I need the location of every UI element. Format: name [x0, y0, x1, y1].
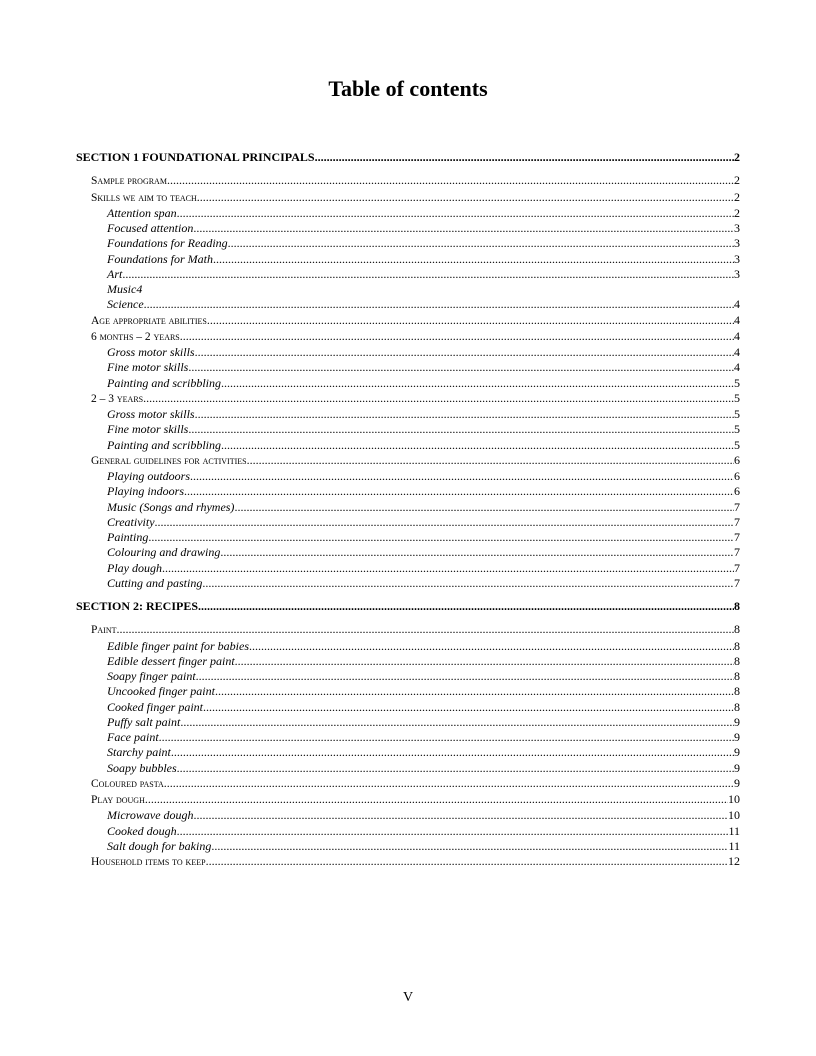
toc-subsection-entry[interactable]	[76, 173, 740, 189]
toc-entry-page: 5	[734, 375, 740, 390]
toc-entry-label: Attention span	[107, 205, 177, 220]
toc-topic-entry[interactable]	[76, 745, 740, 760]
toc-entry-label: Foundations for Math	[107, 251, 214, 266]
toc-dot-leader	[167, 173, 734, 188]
toc-entry-page: 5	[734, 422, 740, 437]
toc-dot-leader	[193, 221, 734, 236]
toc-entry-label: Uncooked finger paint	[107, 684, 215, 699]
toc-dot-leader	[197, 190, 734, 205]
toc-entry-page: 8	[734, 599, 740, 613]
toc-dot-leader	[188, 360, 734, 375]
toc-topic-entry[interactable]	[76, 221, 740, 236]
toc-topic-entry[interactable]	[76, 236, 740, 251]
toc-dot-leader	[190, 469, 734, 484]
toc-topic-entry[interactable]	[76, 515, 740, 530]
toc-dot-leader	[195, 345, 734, 360]
toc-dot-leader	[221, 438, 734, 453]
toc-entry-page: 4	[734, 360, 740, 375]
toc-dot-leader	[117, 622, 734, 637]
table-of-contents	[76, 150, 740, 870]
toc-topic-entry[interactable]	[76, 407, 740, 422]
toc-entry-label: Soapy bubbles	[107, 760, 177, 775]
toc-dot-leader	[234, 500, 734, 515]
toc-subsection-entry[interactable]	[76, 391, 740, 407]
toc-entry-label: Focused attention	[107, 221, 194, 235]
toc-entry-label: SECTION 1 FOUNDATIONAL PRINCIPALS	[76, 150, 315, 164]
toc-topic-entry[interactable]	[76, 561, 740, 576]
toc-dot-leader	[171, 745, 734, 760]
toc-entry-label: Art	[107, 266, 123, 281]
toc-subsection-entry[interactable]	[76, 854, 740, 870]
toc-entry-page: 9	[734, 730, 740, 744]
toc-subsection-entry[interactable]	[76, 453, 740, 469]
toc-entry-page: 6	[734, 469, 740, 483]
toc-subsection-entry[interactable]	[76, 313, 740, 329]
toc-entry-page: 3	[734, 251, 740, 266]
toc-topic-entry[interactable]	[76, 438, 740, 453]
toc-entry-page: 9	[734, 714, 740, 729]
toc-entry-page: 4	[734, 328, 740, 343]
toc-entry-page: 6	[734, 452, 740, 467]
toc-entry-label: Face paint	[107, 730, 159, 744]
toc-topic-entry[interactable]	[76, 715, 740, 730]
toc-dot-leader	[211, 839, 728, 854]
toc-entry-page: 9	[734, 745, 740, 760]
toc-dot-leader	[180, 329, 734, 344]
toc-entry-label: Playing outdoors	[107, 469, 190, 483]
toc-dot-leader	[144, 297, 734, 312]
toc-topic-entry[interactable]	[76, 669, 740, 684]
toc-dot-leader	[213, 252, 734, 267]
toc-entry-label: 6 months – 2 years	[91, 330, 180, 343]
toc-entry-page: 11	[728, 823, 740, 838]
toc-topic-entry[interactable]	[76, 376, 740, 391]
toc-dot-leader	[215, 684, 734, 699]
toc-dot-leader	[159, 730, 734, 745]
toc-dot-leader	[162, 561, 734, 576]
toc-topic-entry[interactable]	[76, 730, 740, 745]
toc-dot-leader	[184, 484, 734, 499]
toc-entry-page: 3	[734, 221, 740, 235]
toc-entry-label: Painting	[107, 530, 149, 544]
toc-entry-label: Playing indoors	[107, 484, 184, 499]
toc-entry-page: 2	[734, 189, 740, 204]
toc-dot-leader	[164, 776, 734, 791]
toc-entry-label: Sample program	[91, 175, 167, 188]
toc-dot-leader	[194, 808, 728, 823]
toc-entry-page: 9	[734, 760, 740, 775]
toc-subsection-entry[interactable]	[76, 329, 740, 345]
toc-dot-leader	[155, 515, 734, 530]
toc-topic-entry[interactable]	[76, 545, 740, 560]
toc-entry-page: 3	[734, 236, 740, 251]
toc-dot-leader	[177, 206, 734, 221]
toc-dot-leader	[315, 150, 734, 165]
toc-entry-label: Household items to keep	[91, 856, 206, 868]
toc-section-entry[interactable]	[76, 599, 740, 614]
toc-entry-label: Foundations for Reading	[107, 236, 228, 251]
toc-dot-leader	[198, 599, 734, 614]
toc-dot-leader	[177, 761, 734, 776]
toc-subsection-entry[interactable]	[76, 190, 740, 206]
toc-entry-page: 4	[734, 297, 740, 312]
toc-entry-label: Paint	[91, 624, 117, 637]
toc-entry-label: Play dough	[91, 794, 145, 806]
toc-dot-leader	[220, 545, 734, 560]
toc-entry-page: 4	[734, 312, 740, 327]
toc-entry-label: Soapy finger paint	[107, 669, 196, 683]
toc-entry-page: 10	[728, 792, 740, 806]
toc-topic-entry[interactable]	[76, 469, 740, 484]
toc-entry-page: 5	[734, 390, 740, 405]
toc-entry-label: Cooked finger paint	[107, 699, 203, 714]
toc-entry-page: 8	[734, 684, 740, 699]
toc-topic-entry[interactable]	[76, 297, 740, 312]
toc-entry-page: 8	[734, 669, 740, 683]
toc-subsection-entry[interactable]	[76, 776, 740, 792]
toc-topic-entry[interactable]	[76, 530, 740, 545]
toc-entry-label: Cooked dough	[107, 823, 177, 838]
toc-dot-leader	[195, 407, 734, 422]
toc-topic-entry[interactable]	[76, 684, 740, 699]
toc-topic-entry[interactable]	[76, 808, 740, 823]
toc-entry-label: Play dough	[107, 560, 162, 575]
toc-topic-entry[interactable]	[76, 484, 740, 499]
toc-entry-page: 10	[728, 808, 740, 823]
toc-entry-label: Starchy paint	[107, 745, 171, 760]
toc-entry-label: Fine motor skills	[107, 422, 189, 437]
toc-dot-leader	[235, 654, 734, 669]
toc-topic-entry[interactable]	[76, 267, 740, 282]
toc-topic-entry[interactable]	[76, 576, 740, 591]
toc-entry-page: 6	[734, 484, 740, 499]
toc-dot-leader	[221, 376, 734, 391]
toc-entry-label: Painting and scribbling	[107, 375, 221, 390]
toc-entry-page: 8	[734, 653, 740, 668]
page-title: Table of contents	[328, 76, 488, 101]
toc-entry-label: Coloured pasta	[91, 777, 164, 790]
toc-topic-entry[interactable]	[76, 500, 740, 515]
toc-entry-page: 8	[734, 699, 740, 714]
toc-entry-page: 2	[734, 173, 740, 188]
toc-dot-leader	[228, 236, 734, 251]
toc-entry-label: Cutting and pasting	[107, 575, 203, 590]
toc-entry-page: 11	[728, 838, 740, 853]
toc-entry-page: 4	[734, 345, 740, 359]
toc-entry-label: Skills we aim to teach	[91, 191, 197, 204]
toc-dot-leader	[249, 639, 734, 654]
toc-topic-entry[interactable]	[76, 824, 740, 839]
toc-dot-leader	[188, 422, 734, 437]
toc-dot-leader	[180, 715, 734, 730]
toc-entry-page: 8	[734, 622, 740, 637]
toc-entry-label: Creativity	[107, 514, 155, 529]
toc-entry-label: Gross motor skills	[107, 345, 195, 359]
toc-entry-page: 12	[728, 854, 740, 868]
toc-entry-label: Fine motor skills	[107, 360, 189, 375]
toc-topic-entry[interactable]	[76, 639, 740, 654]
toc-dot-leader	[203, 700, 734, 715]
toc-topic-entry[interactable]	[76, 654, 740, 669]
toc-dot-leader	[177, 824, 729, 839]
toc-entry-page: 2	[734, 150, 740, 164]
toc-topic-entry[interactable]	[76, 422, 740, 437]
toc-entry-label: SECTION 2: RECIPES	[76, 599, 199, 613]
toc-entry-label: Edible dessert finger paint	[107, 653, 235, 668]
toc-subsection-entry[interactable]	[76, 622, 740, 638]
toc-topic-entry[interactable]	[76, 345, 740, 360]
toc-entry-label: Puffy salt paint	[107, 714, 181, 729]
toc-topic-entry[interactable]	[76, 206, 740, 221]
toc-dot-leader	[196, 669, 734, 684]
toc-entry-page: 3	[734, 266, 740, 281]
toc-entry-label: Age appropriate abilities	[91, 314, 207, 327]
toc-subsection-entry[interactable]	[76, 792, 740, 808]
toc-entry-label: Music4	[107, 282, 143, 296]
page-number: V	[402, 990, 414, 1005]
toc-entry-page: 7	[734, 545, 740, 560]
toc-entry-label: Microwave dough	[107, 808, 194, 823]
toc-topic-entry[interactable]	[76, 700, 740, 715]
toc-dot-leader	[207, 313, 734, 328]
toc-dot-leader	[145, 792, 728, 807]
toc-dot-leader	[206, 854, 728, 869]
toc-entry-page: 8	[734, 638, 740, 653]
toc-topic-entry[interactable]	[76, 360, 740, 375]
toc-entry-label: Painting and scribbling	[107, 437, 221, 452]
toc-dot-leader	[202, 576, 734, 591]
toc-topic-entry[interactable]	[76, 252, 740, 267]
toc-dot-leader	[247, 453, 734, 468]
toc-topic-entry[interactable]	[76, 282, 740, 297]
toc-entry-page: 7	[734, 575, 740, 590]
toc-entry-label: Gross motor skills	[107, 407, 195, 421]
toc-entry-page: 2	[734, 205, 740, 220]
toc-topic-entry[interactable]	[76, 839, 740, 854]
toc-entry-label: Science	[107, 297, 144, 312]
toc-entry-label: Edible finger paint for babies	[107, 638, 249, 653]
toc-entry-page: 7	[734, 560, 740, 575]
toc-entry-label: Colouring and drawing	[107, 545, 221, 560]
toc-dot-leader	[122, 267, 734, 282]
toc-entry-page: 7	[734, 499, 740, 514]
toc-entry-page: 5	[734, 437, 740, 452]
toc-entry-label: 2 – 3 years	[91, 392, 144, 405]
toc-section-entry[interactable]	[76, 150, 740, 165]
toc-topic-entry[interactable]	[76, 761, 740, 776]
toc-dot-leader	[148, 530, 734, 545]
toc-entry-page: 9	[734, 775, 740, 790]
toc-dot-leader	[143, 391, 734, 406]
toc-entry-page: 7	[734, 514, 740, 529]
toc-entry-page: 7	[734, 530, 740, 544]
toc-entry-page: 5	[734, 407, 740, 421]
toc-entry-label: Salt dough for baking	[107, 838, 212, 853]
toc-entry-label: Music (Songs and rhymes)	[107, 499, 235, 514]
toc-entry-label: General guidelines for activities	[91, 454, 247, 467]
